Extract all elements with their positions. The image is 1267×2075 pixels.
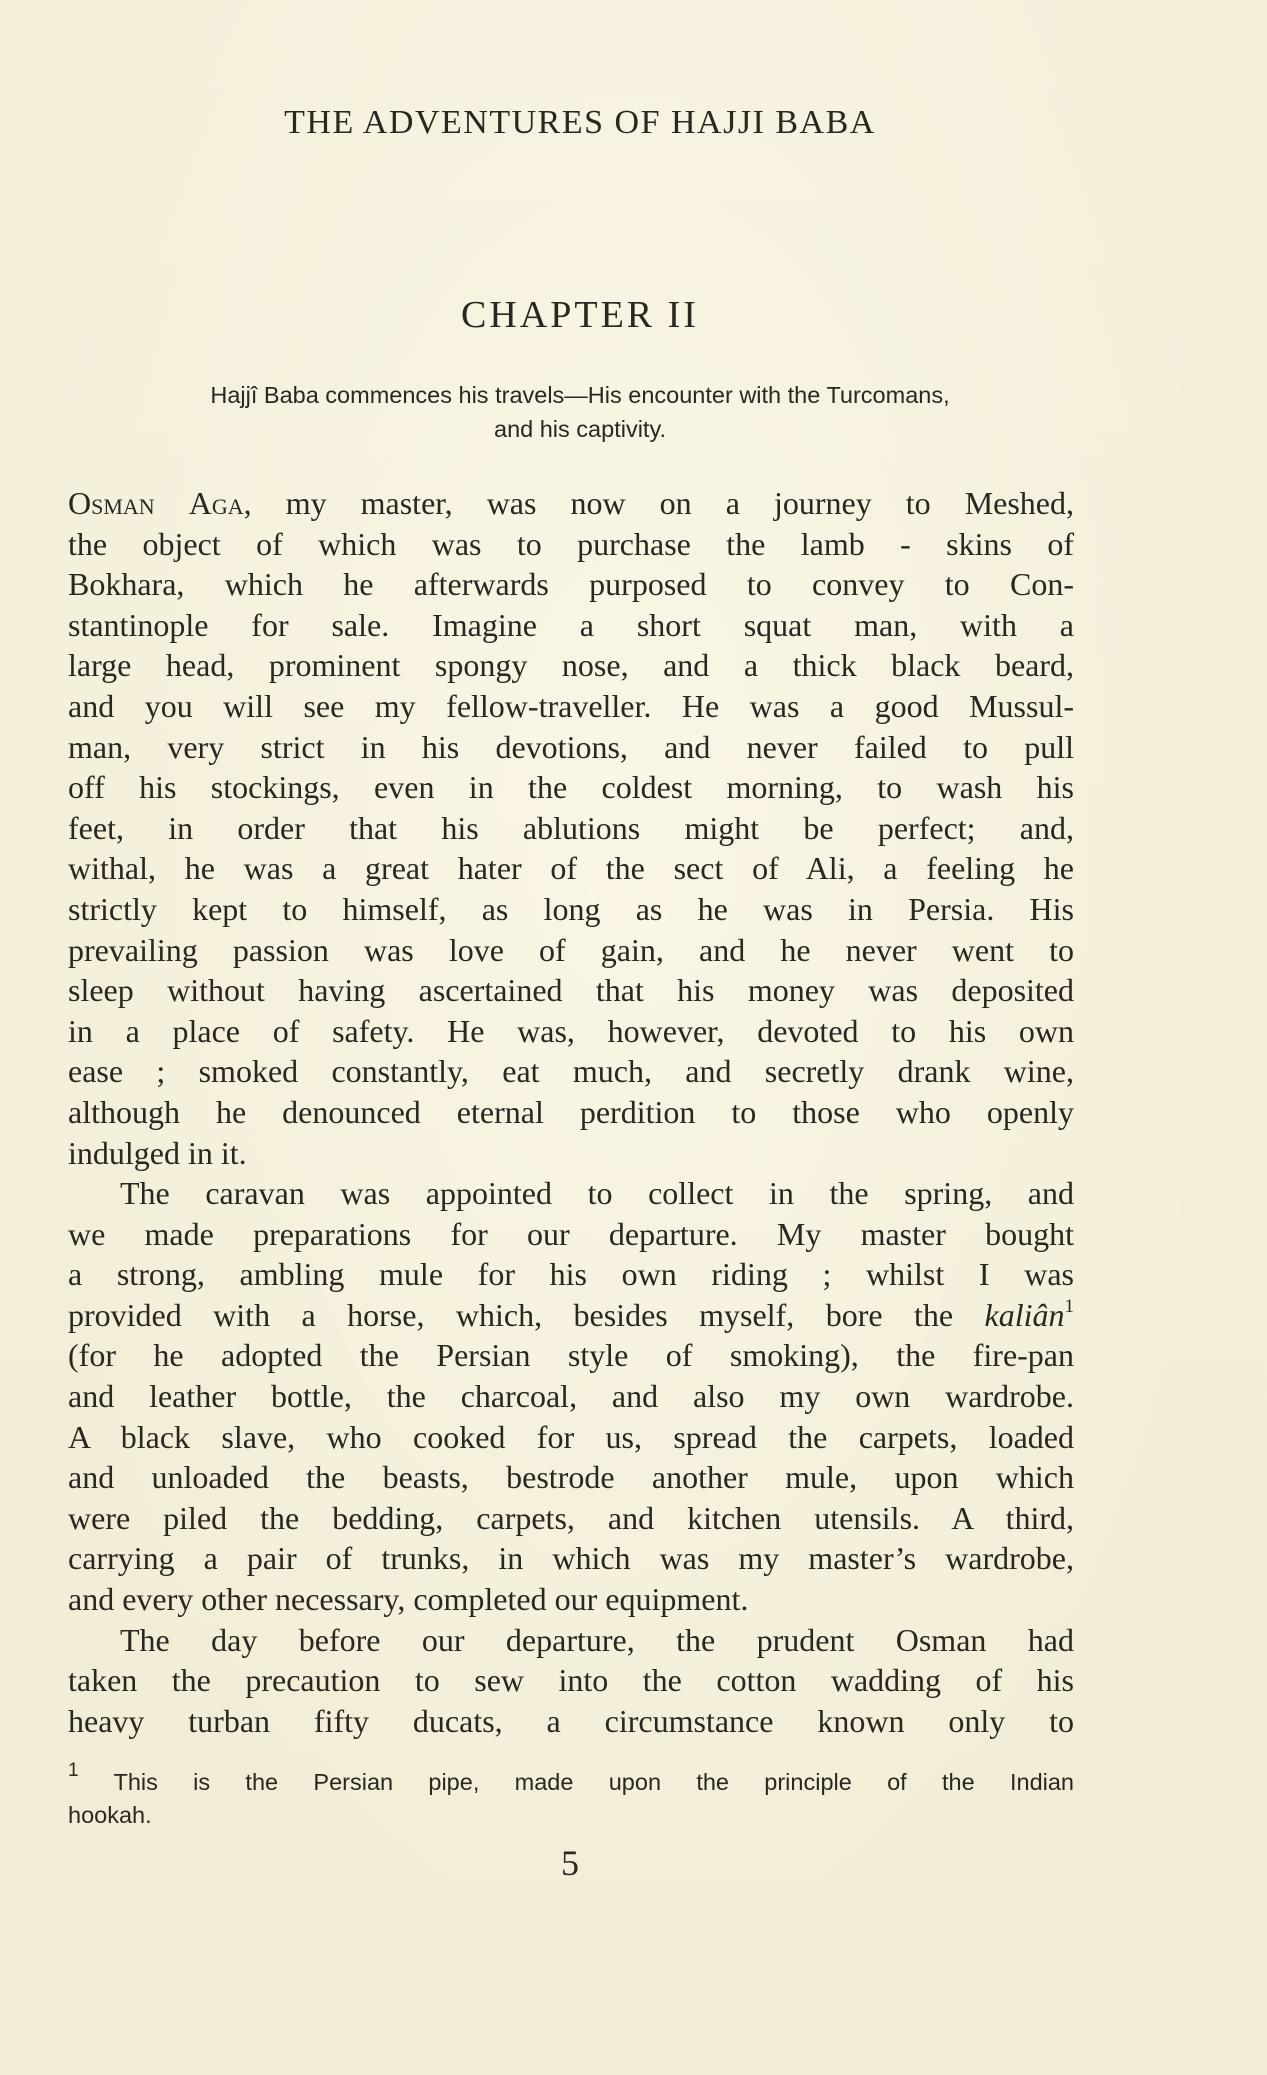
body-text [68, 483, 1074, 1741]
body-line: withal, he was a great hater of the sect of Ali, a feeling he [68, 850, 1074, 887]
footnote-line [68, 1760, 1074, 1799]
body-line: and you will see my fellow-traveller. He was a good Mussul- [68, 687, 1074, 724]
body-line: sleep without having ascertained that his money was deposited [68, 972, 1074, 1009]
name-osman: Osman [68, 485, 155, 521]
body-line: carrying a pair of trunks, in which was my master’s wardrobe, [68, 1540, 1074, 1577]
body-line: were piled the bedding, carpets, and kitchen utensils. A third, [68, 1499, 1074, 1536]
body-line: The caravan was appointed to collect in the spring, and [120, 1175, 1074, 1212]
body-line: prevailing passion was love of gain, and he never went to [68, 931, 1074, 968]
chapter-title: CHAPTER II [461, 294, 699, 336]
body-line: taken the precaution to sew into the cotton wadding of his [68, 1662, 1074, 1699]
word-kalian: kaliân [984, 1296, 1065, 1333]
page-number: 5 [561, 1843, 579, 1883]
body-line: in a place of safety. He was, however, devoted to his own [68, 1012, 1074, 1049]
body-line: man, very strict in his devotions, and never failed to pull [68, 728, 1074, 765]
footnote-reference: 1 [1064, 1295, 1075, 1317]
body-line: ease ; smoked constantly, eat much, and secretly drank wine, [68, 1053, 1074, 1090]
body-line: heavy turban fifty ducats, a circumstance known only to [68, 1702, 1074, 1739]
footnote-text: This is the Persian pipe, made upon the principle of the Indian [113, 1769, 1074, 1795]
running-head: THE ADVENTURES OF HAJJI BABA [284, 104, 876, 141]
body-line: Bokhara, which he afterwards purposed to convey to Con- [68, 566, 1074, 603]
body-line-text: provided with a horse, which, besides myself, bore the [68, 1296, 954, 1333]
body-line: (for he adopted the Persian style of smoking), the fire-pan [68, 1337, 1074, 1374]
body-line: and leather bottle, the charcoal, and also my own wardrobe. [68, 1378, 1074, 1415]
synopsis-line: Hajjî Baba commences his travels—His encounter with the Turcomans, [210, 382, 950, 408]
body-line: strictly kept to himself, as long as he was in Persia. His [68, 890, 1074, 927]
paragraph-1 [68, 524, 1074, 1174]
body-line: A black slave, who cooked for us, spread the carpets, loaded [68, 1418, 1074, 1455]
paragraph-3 [68, 1620, 1074, 1742]
paragraph-2-continued [68, 1335, 1074, 1619]
body-line: we made preparations for our departure. My master bought [68, 1215, 1074, 1252]
chapter-synopsis [80, 378, 1080, 446]
body-line-rest: , my master, was now on a journey to Meshed, [243, 485, 1075, 521]
synopsis-line: and his captivity. [494, 416, 666, 442]
body-line: feet, in order that his ablutions might be perfect; and, [68, 809, 1074, 846]
name-aga: Aga [188, 485, 244, 521]
body-line: although he denounced eternal perdition to those who openly [68, 1093, 1074, 1130]
body-line: large head, prominent spongy nose, and a thick black beard, [68, 647, 1074, 684]
paragraph-2 [68, 1173, 1074, 1295]
footnote [68, 1760, 1074, 1832]
body-line-kalian [68, 1295, 1074, 1336]
footnote-mark: 1 [68, 1760, 79, 1781]
body-line [68, 483, 1074, 524]
body-line: The day before our departure, the prudent Osman had [120, 1621, 1074, 1658]
body-line: indulged in it. [68, 1134, 247, 1171]
body-line: and every other necessary, completed our equipment. [68, 1581, 749, 1618]
body-line: the object of which was to purchase the lamb - skins of [68, 525, 1074, 562]
body-line: and unloaded the beasts, bestrode another mule, upon which [68, 1459, 1074, 1496]
footnote-line: hookah. [68, 1802, 152, 1828]
body-line: stantinople for sale. Imagine a short squat man, with a [68, 606, 1074, 643]
body-line: off his stockings, even in the coldest morning, to wash his [68, 769, 1074, 806]
body-line: a strong, ambling mule for his own riding ; whilst I was [68, 1256, 1074, 1293]
